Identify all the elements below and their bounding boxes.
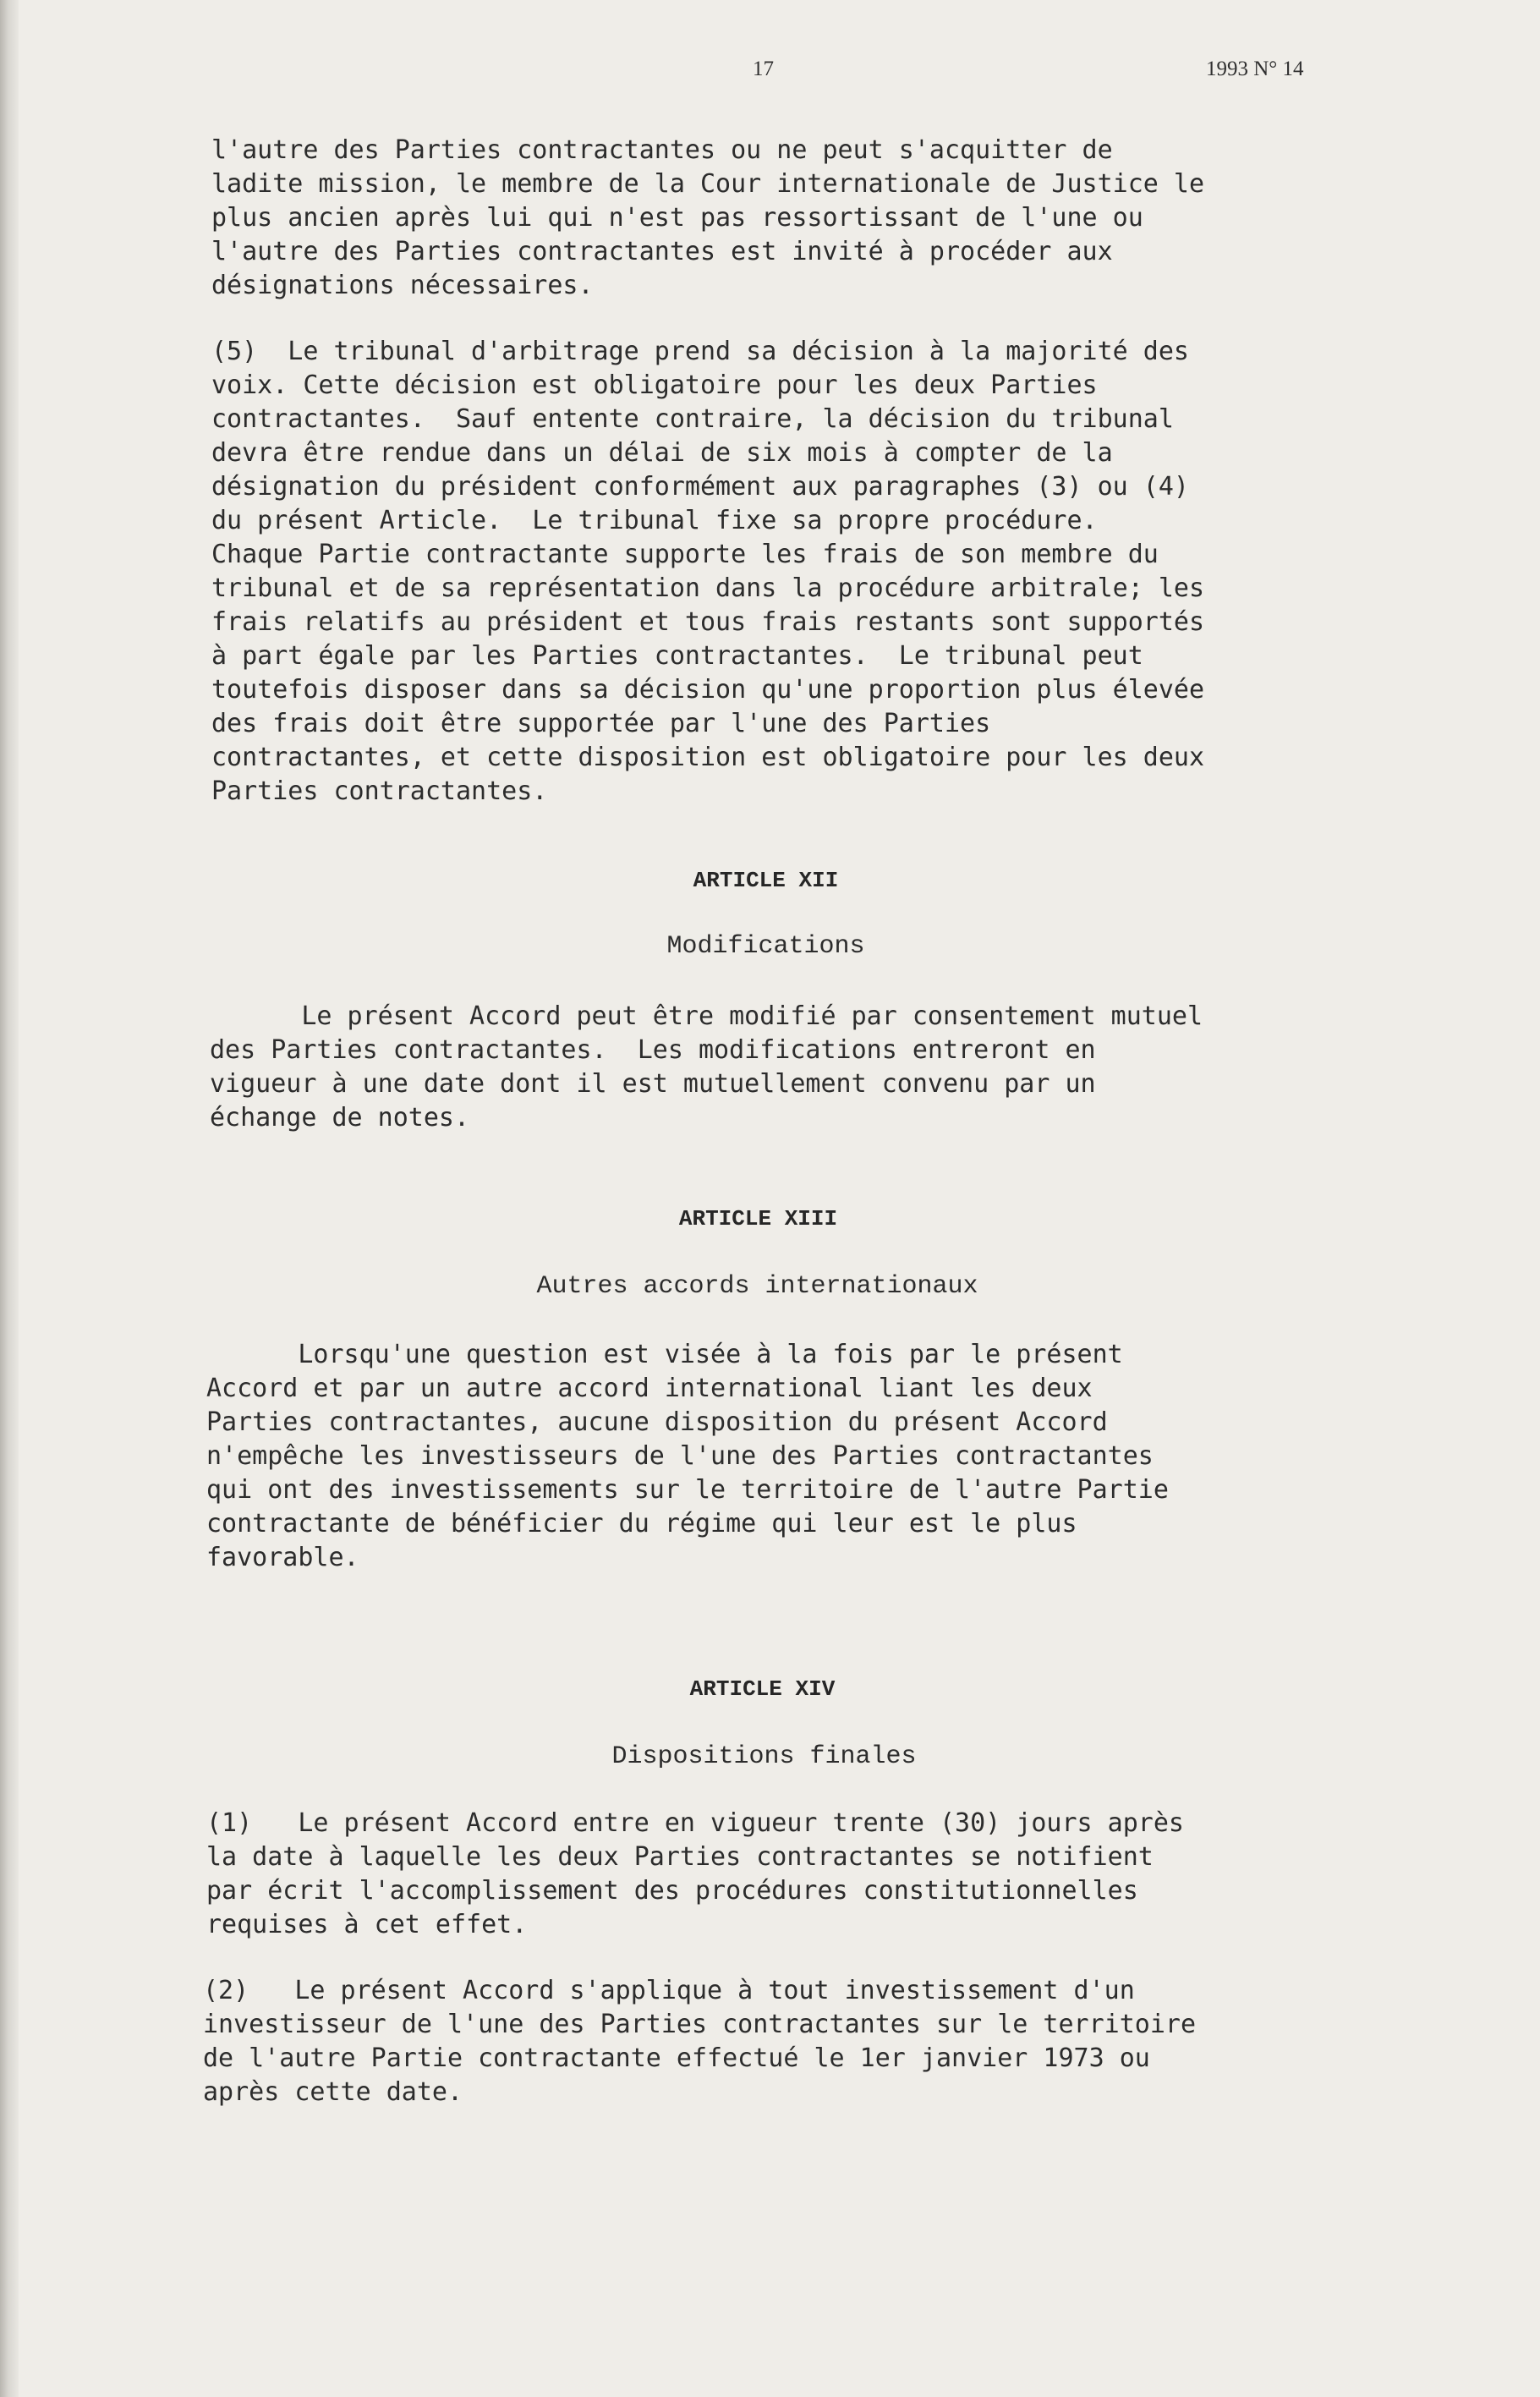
article-xiii-text: Lorsqu'une question est visée à la fois par le présent Accord et par un autre accord international liant les deux Parties contractantes, aucune disposition du présent Accord n'empêche les investisseurs de l'une des Parties contractantes qui ont des investissements sur le territoire de l'autre Partie contractante de bénéficier du régime qui leur est le plus favorable. (206, 1340, 1169, 1572)
article-xii-heading: ARTICLE XII (693, 868, 839, 893)
article-xiv-paragraph-1: (1) Le présent Accord entre en vigueur trente (30) jours après la date à laquelle les deux Parties contractantes se notifient par écrit l'accomplissement des procédures constitutionnelles requises à cet effet. (206, 1808, 1184, 1939)
paragraph-continuation: l'autre des Parties contractantes ou ne peut s'acquitter de ladite mission, le membre de la Cour internationale de Justice le plus ancien après lui qui n'est pas ressortissant de l'une ou l'autre des Parties contractantes est invité à procéder aux désignations nécessaires. (211, 135, 1204, 300)
article-xii-title: Modifications (666, 932, 865, 961)
article-xiii-title: Autres accords internationaux (536, 1272, 978, 1301)
document-reference: 1993 N° 14 (1206, 58, 1304, 80)
page-number: 17 (753, 58, 774, 80)
article-xiv-title: Dispositions finales (611, 1742, 917, 1771)
article-xiv-paragraph-2: (2) Le présent Accord s'applique à tout investissement d'un investisseur de l'une des Parties contractantes sur le territoire de l'autre Partie contractante effectué le 1er janvier 1973 ou après cette date. (203, 1976, 1196, 2107)
article-xiii-heading: ARTICLE XIII (678, 1206, 838, 1231)
binding-gutter (0, 0, 19, 2397)
article-xii-text: Le présent Accord peut être modifié par consentement mutuel des Parties contractantes. Les modifications entreront en vigueur à une date dont il est mutuellement convenu par un échange de notes. (210, 1001, 1203, 1133)
article-xiv-heading: ARTICLE XIV (689, 1676, 836, 1702)
paragraph-5: (5) Le tribunal d'arbitrage prend sa décision à la majorité des voix. Cette décision est obligatoire pour les deux Parties contractantes. Sauf entente contraire, la décision du tribunal devra être rendue dans un délai de six mois à compter de la désignation du président conformément aux paragraphes (3) ou (4) du présent Article. Le tribunal fixe sa propre procédure. Chaque Partie contractante supporte les frais de son membre du tribunal et de sa représentation dans la procédure arbitrale; les frais relatifs au président et tous frais restants sont supportés à part égale par les Parties contractantes. Le tribunal peut toutefois disposer dans sa décision qu'une proportion plus élevée des frais doit être supportée par l'une des Parties contractantes, et cette disposition est obligatoire pour les deux Parties contractantes. (211, 337, 1204, 806)
